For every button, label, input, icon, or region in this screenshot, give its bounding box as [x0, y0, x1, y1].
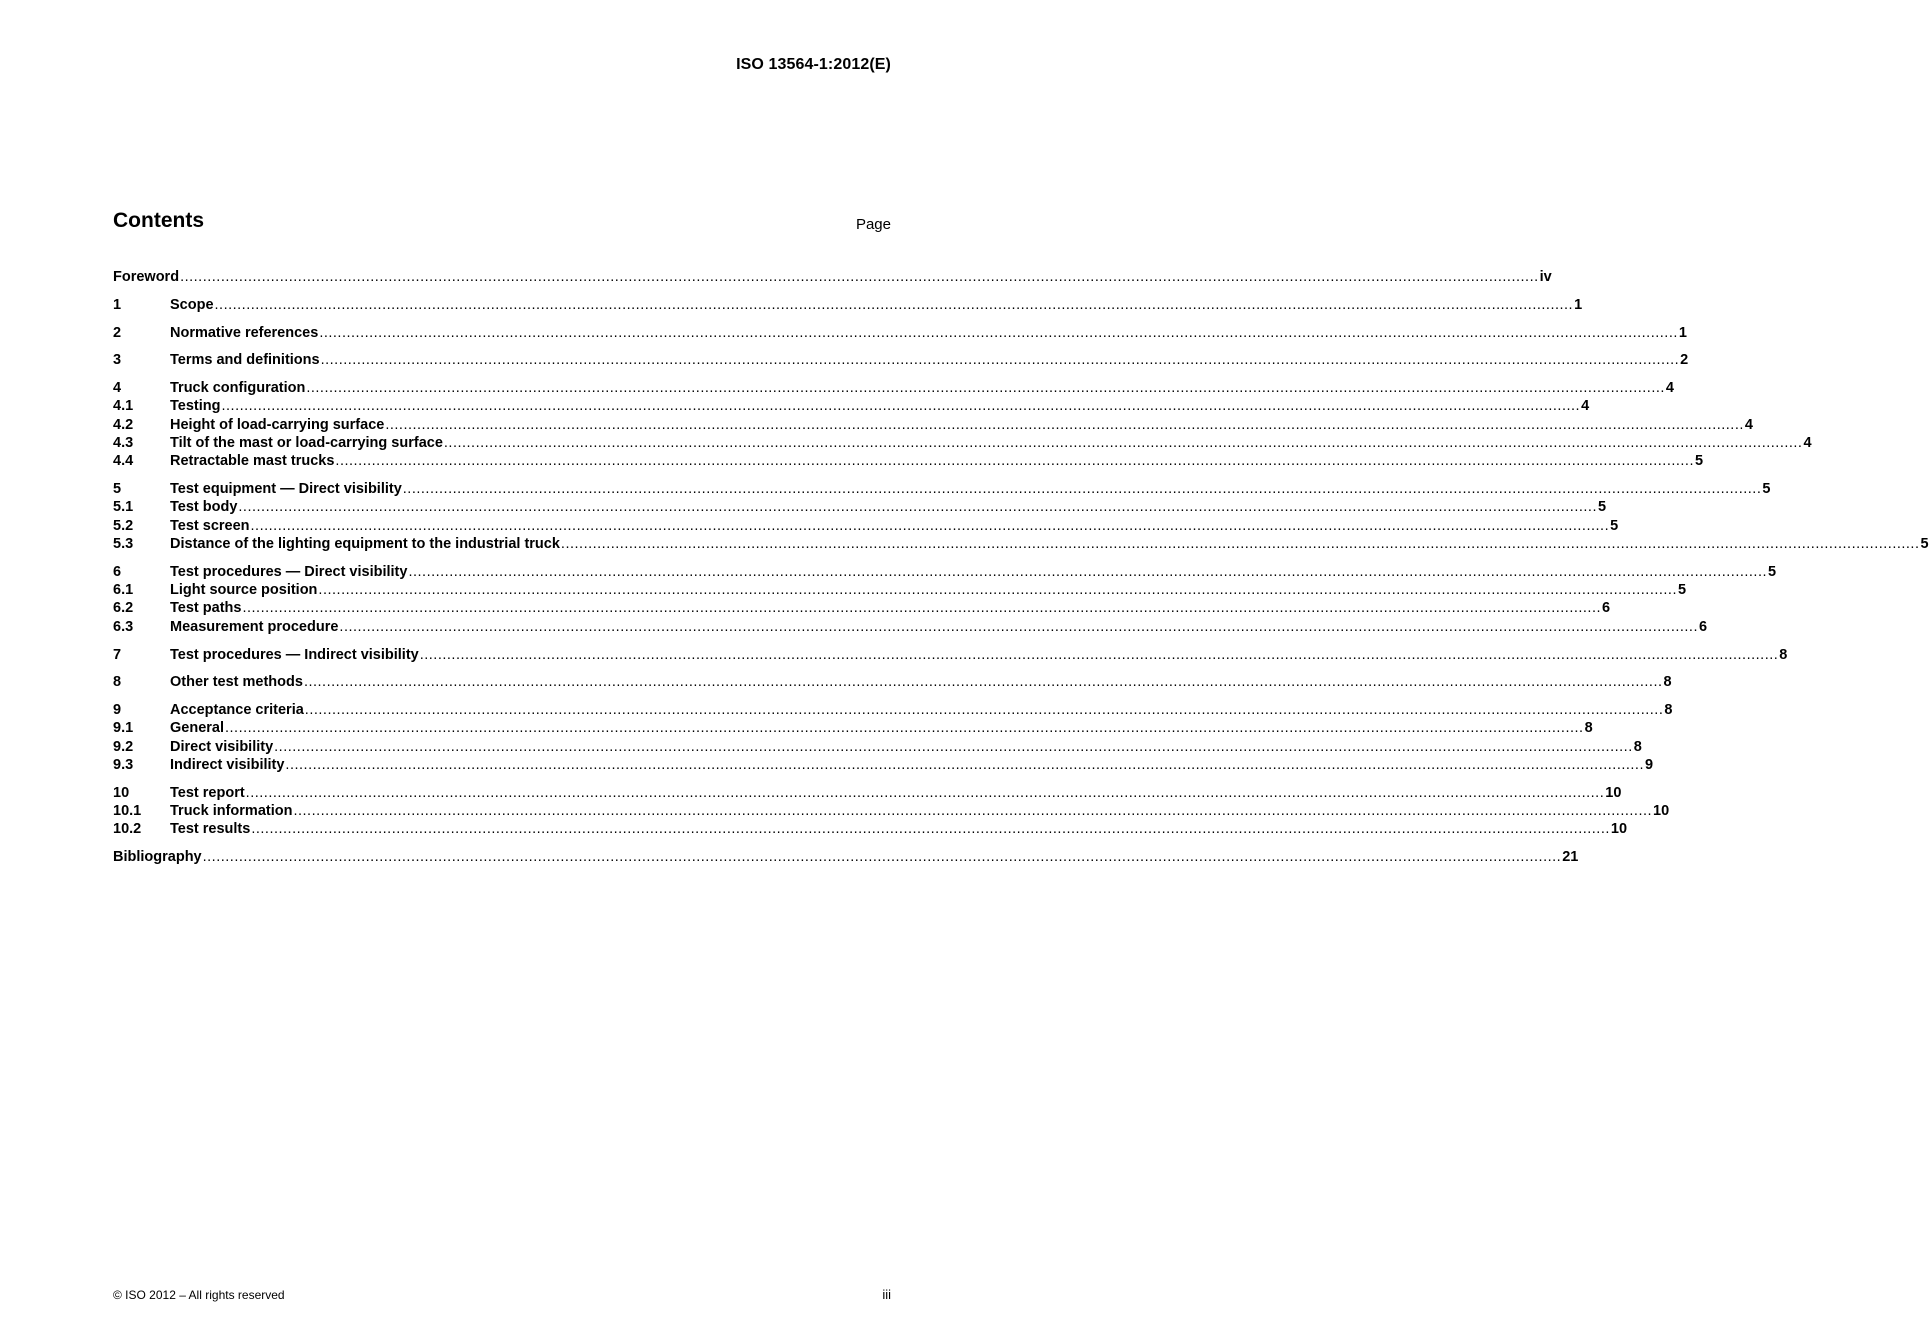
toc-entry-title: Test report	[170, 784, 245, 801]
toc-entry-page: 2	[1680, 352, 1689, 369]
toc-entry-title: Direct visibility	[170, 738, 274, 755]
toc-entry-title: Test screen	[170, 517, 250, 534]
toc-entry-page: 8	[1663, 674, 1672, 691]
toc-entry-title: Height of load-carrying surface	[170, 416, 385, 433]
toc-entry-number: 5.2	[113, 517, 134, 534]
toc-entry-page: 4	[1803, 435, 1812, 452]
toc-entry-number: 4.2	[113, 416, 134, 433]
toc-entry[interactable]	[113, 535, 1929, 553]
toc-entry-title: Truck configuration	[170, 380, 306, 397]
toc-group	[113, 701, 1673, 774]
toc-entry[interactable]	[113, 646, 1788, 664]
toc-group	[113, 563, 1777, 636]
toc-entry-number: 10	[113, 784, 130, 801]
toc-entry-number: 6.3	[113, 618, 134, 635]
toc-entry-title: Measurement procedure	[170, 618, 339, 635]
toc-entry[interactable]	[113, 563, 1777, 581]
toc-entry-title: General	[170, 720, 224, 737]
toc-entry-number: 4.3	[113, 435, 134, 452]
toc-entry-title: Test paths	[170, 600, 242, 617]
page-column-label: Page	[855, 216, 891, 233]
toc-entry-page: 1	[1678, 324, 1687, 341]
toc-entry-number: 4	[113, 380, 122, 397]
toc-entry-title: Tilt of the mast or load-carrying surface	[170, 435, 443, 452]
toc-entry-title: Terms and definitions	[170, 352, 320, 369]
toc-entry-title: Acceptance criteria	[170, 702, 304, 719]
toc-entry[interactable]	[113, 351, 1689, 369]
toc-entry-title: Light source position	[170, 582, 318, 599]
toc-entry[interactable]	[113, 379, 1674, 397]
dot-leader: ............................................................................................................................................................................................................................................................................................................	[304, 702, 1664, 719]
toc-entry[interactable]	[113, 324, 1687, 342]
dot-leader: ............................................................................................................................................................................................................................................................................................................	[306, 380, 1665, 397]
toc-entry[interactable]	[113, 268, 1552, 286]
toc-entry-page: 5	[1695, 453, 1704, 470]
toc-entry[interactable]	[113, 599, 1611, 617]
toc-entry[interactable]	[113, 452, 1704, 470]
dot-leader: ............................................................................................................................................................................................................................................................................................................	[250, 517, 1610, 534]
dot-leader: ............................................................................................................................................................................................................................................................................................................	[408, 563, 1768, 580]
toc-entry-page: 8	[1664, 702, 1673, 719]
toc-entry[interactable]	[113, 397, 1590, 415]
toc-entry-title: Test results	[170, 821, 251, 838]
toc-entry-number: 4.1	[113, 398, 134, 415]
toc-entry-page: 4	[1581, 398, 1590, 415]
toc-entry-number: 10.2	[113, 821, 142, 838]
toc-entry-title: Foreword	[113, 269, 180, 285]
toc-entry-number: 2	[113, 324, 122, 341]
toc-entry[interactable]	[113, 498, 1607, 516]
toc-entry[interactable]	[113, 434, 1812, 452]
toc-group	[113, 784, 1670, 839]
table-of-contents	[113, 268, 1929, 876]
toc-entry-number: 4.4	[113, 453, 134, 470]
toc-group	[113, 480, 1929, 553]
dot-leader: ............................................................................................................................................................................................................................................................................................................	[251, 821, 1610, 838]
dot-leader: ............................................................................................................................................................................................................................................................................................................	[335, 453, 1694, 470]
dot-leader: ............................................................................................................................................................................................................................................................................................................	[419, 646, 1779, 663]
toc-entry-number: 5.1	[113, 499, 134, 516]
toc-group	[113, 268, 1552, 286]
toc-group	[113, 324, 1687, 342]
toc-entry-number: 3	[113, 352, 122, 369]
toc-entry-number: 5.3	[113, 536, 134, 553]
toc-entry-page: 8	[1584, 720, 1593, 737]
toc-entry-page: 5	[1768, 563, 1777, 580]
dot-leader: ............................................................................................................................................................................................................................................................................................................	[285, 757, 1644, 774]
toc-entry-page: 4	[1744, 416, 1753, 433]
dot-leader: ............................................................................................................................................................................................................................................................................................................	[443, 435, 1803, 452]
dot-leader: ............................................................................................................................................................................................................................................................................................................	[202, 849, 1562, 866]
toc-entry-page: 9	[1645, 757, 1654, 774]
toc-entry-title: Indirect visibility	[170, 757, 285, 774]
toc-entry[interactable]	[113, 480, 1771, 498]
toc-entry-number: 9.3	[113, 757, 134, 774]
dot-leader: ............................................................................................................................................................................................................................................................................................................	[402, 481, 1762, 498]
toc-entry-number: 10.1	[113, 803, 142, 820]
dot-leader: ............................................................................................................................................................................................................................................................................................................	[339, 618, 1698, 635]
toc-entry-title: Other test methods	[170, 674, 303, 691]
toc-entry-page: 21	[1562, 849, 1579, 866]
toc-entry-number: 1	[113, 296, 122, 313]
toc-group	[113, 673, 1672, 691]
toc-entry-number: 6.1	[113, 582, 134, 599]
document-id: ISO 13564-1:2012(E)	[736, 56, 891, 73]
page-number: iii	[882, 1287, 891, 1302]
dot-leader: ............................................................................................................................................................................................................................................................................................................	[245, 784, 1605, 801]
toc-entry-title: Test equipment — Direct visibility	[170, 481, 402, 498]
toc-entry-page: 10	[1610, 821, 1628, 838]
toc-entry-title: Bibliography	[113, 849, 202, 866]
toc-entry-number: 5	[113, 481, 122, 498]
dot-leader: ............................................................................................................................................................................................................................................................................................................	[225, 720, 1584, 737]
dot-leader: ............................................................................................................................................................................................................................................................................................................	[242, 600, 1602, 617]
toc-group	[113, 646, 1788, 664]
toc-entry-number: 6	[113, 563, 122, 580]
toc-entry[interactable]	[113, 820, 1628, 838]
dot-leader: ............................................................................................................................................................................................................................................................................................................	[560, 536, 1920, 553]
contents-heading: Contents	[113, 209, 204, 232]
dot-leader: ............................................................................................................................................................................................................................................................................................................	[303, 674, 1663, 691]
toc-entry-page: 6	[1602, 600, 1611, 617]
toc-entry[interactable]	[113, 581, 1687, 599]
toc-entry-number: 9.2	[113, 738, 134, 755]
toc-entry[interactable]	[113, 719, 1593, 737]
toc-entry[interactable]	[113, 517, 1619, 535]
toc-entry[interactable]	[113, 784, 1622, 802]
dot-leader: ............................................................................................................................................................................................................................................................................................................	[385, 416, 1744, 433]
toc-entry-number: 9	[113, 702, 122, 719]
toc-entry-title: Normative references	[170, 324, 319, 341]
toc-entry-title: Distance of the lighting equipment to the industrial truck	[170, 536, 560, 553]
toc-entry-page: 10	[1605, 784, 1622, 801]
toc-entry-page: 1	[1574, 296, 1583, 313]
toc-entry[interactable]	[113, 296, 1583, 314]
toc-entry-page: 8	[1779, 646, 1788, 663]
toc-entry[interactable]	[113, 802, 1670, 820]
dot-leader: ............................................................................................................................................................................................................................................................................................................	[320, 352, 1680, 369]
toc-entry-title: Truck information	[170, 803, 293, 820]
toc-entry-page: 4	[1665, 380, 1674, 397]
toc-entry-page: 5	[1678, 582, 1687, 599]
toc-entry[interactable]	[113, 738, 1642, 756]
dot-leader: ............................................................................................................................................................................................................................................................................................................	[214, 296, 1574, 313]
toc-group	[113, 296, 1583, 314]
toc-entry-title: Scope	[170, 296, 214, 313]
toc-entry-number: 7	[113, 646, 122, 663]
toc-entry-title: Test procedures — Direct visibility	[170, 563, 408, 580]
toc-entry-page: 8	[1633, 738, 1642, 755]
toc-entry-number: 6.2	[113, 600, 134, 617]
toc-entry-title: Test procedures — Indirect visibility	[170, 646, 419, 663]
toc-entry-page: 10	[1653, 803, 1670, 820]
toc-entry-number: 8	[113, 674, 122, 691]
toc-entry[interactable]	[113, 416, 1753, 434]
toc-group	[113, 351, 1689, 369]
toc-entry-page: 5	[1610, 517, 1619, 534]
toc-entry-number: 9.1	[113, 720, 134, 737]
dot-leader: ............................................................................................................................................................................................................................................................................................................	[238, 499, 1597, 516]
dot-leader: ............................................................................................................................................................................................................................................................................................................	[274, 738, 1633, 755]
dot-leader: ............................................................................................................................................................................................................................................................................................................	[180, 269, 1539, 285]
toc-entry[interactable]	[113, 848, 1579, 866]
toc-entry-title: Test body	[170, 499, 238, 516]
toc-entry-title: Retractable mast trucks	[170, 453, 335, 470]
toc-entry[interactable]	[113, 673, 1672, 691]
toc-group	[113, 379, 1812, 470]
toc-entry[interactable]	[113, 618, 1708, 636]
dot-leader: ............................................................................................................................................................................................................................................................................................................	[318, 582, 1677, 599]
toc-entry-page: 5	[1762, 481, 1771, 498]
toc-entry-page: 5	[1597, 499, 1607, 516]
dot-leader: ............................................................................................................................................................................................................................................................................................................	[293, 803, 1653, 820]
toc-entry[interactable]	[113, 756, 1654, 774]
toc-group	[113, 848, 1579, 866]
toc-entry[interactable]	[113, 701, 1673, 719]
dot-leader: ............................................................................................................................................................................................................................................................................................................	[221, 398, 1581, 415]
toc-entry-page: 6	[1699, 618, 1708, 635]
copyright-footer: © ISO 2012 – All rights reserved	[113, 1288, 285, 1302]
toc-entry-page: 5	[1920, 536, 1929, 553]
toc-entry-page: iv	[1539, 269, 1552, 285]
toc-entry-title: Testing	[170, 398, 221, 415]
dot-leader: ............................................................................................................................................................................................................................................................................................................	[319, 324, 1678, 341]
